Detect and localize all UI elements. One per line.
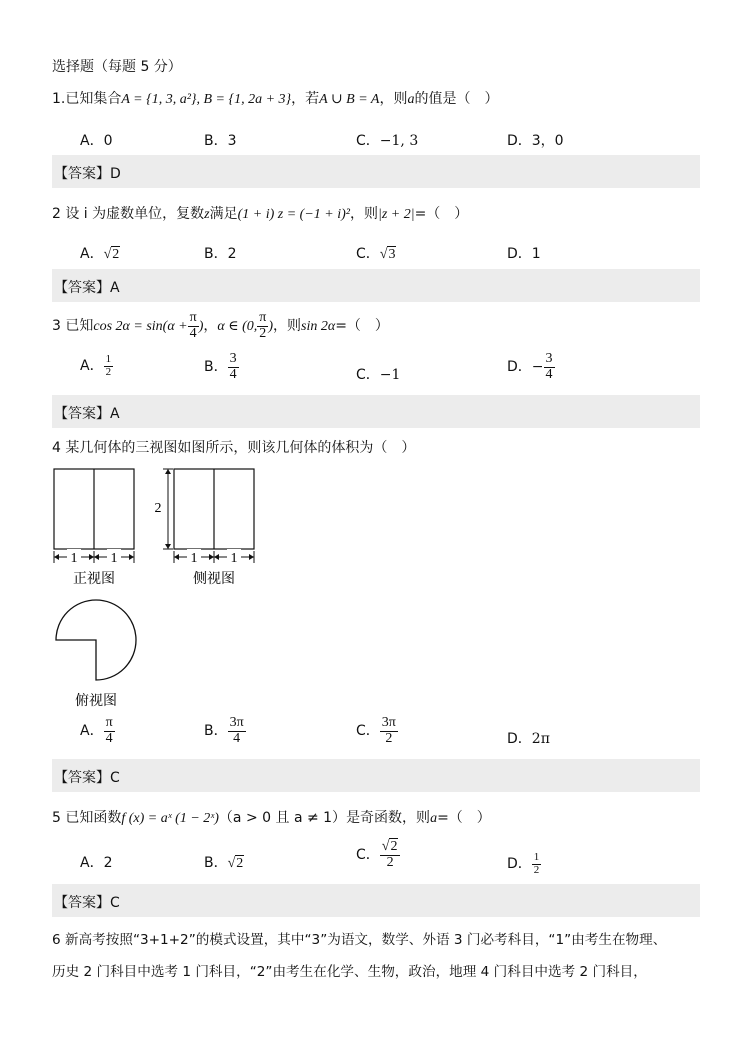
q3-option-a: A． $\frac{1}{2}$ [80, 353, 112, 378]
side-view [155, 469, 255, 587]
q1-option-b: B．3 [204, 133, 237, 149]
front-dim-1-right: 1 [110, 551, 118, 566]
q2-answer-box [52, 269, 700, 302]
q1-set-b: , B = {1, 2a + 3} [196, 92, 292, 107]
q2-answer: 【答案】A [54, 280, 120, 296]
q3-option-c: C．−1 [356, 367, 401, 383]
q1-condition: A ∪ B = A [319, 92, 380, 107]
q2-option-a: A．√2 [80, 246, 120, 262]
q5-function: f (x) = aˣ (1 − 2ˣ) [121, 811, 219, 826]
q1-end: 的值是（ ） [414, 91, 499, 107]
q4-option-c: C． $\frac{3\pi}{2}$ [356, 715, 396, 746]
question-3: 3 已知cos 2α = sin(α + $\frac{\pi}{4}$ )，α ∈ (0, $\frac{\pi}{2}$ )，则sin 2α=（ ） [52, 310, 389, 341]
front-view-label: 正视图 [73, 571, 115, 587]
q3-answer-box [52, 395, 700, 428]
front-dim-1-left: 1 [70, 551, 78, 566]
q1-var: a [407, 92, 415, 107]
q1-answer: 【答案】D [54, 166, 121, 182]
q4-answer: 【答案】C [54, 770, 120, 786]
q2-option-c: C．√3 [356, 246, 396, 262]
side-dim-2: 2 [154, 501, 162, 516]
q5-answer-box [52, 884, 700, 917]
q4-option-a: A． $\frac{\pi}{4}$ [80, 715, 113, 746]
section-title: 选择题（每题 5 分） [52, 59, 182, 75]
q6-line-2: 历史 2 门科目中选考 1 门科目，“2”由考生在化学、生物，政治，地理 4 门科目中选考 2 门科目， [52, 964, 647, 980]
q1-option-d: D．3，0 [507, 133, 564, 149]
q1-option-c: C．−1, 3 [356, 133, 419, 149]
q3-answer: 【答案】A [54, 406, 120, 422]
q5-answer: 【答案】C [54, 895, 120, 911]
q2-option-d: D．1 [507, 246, 541, 262]
question-1 [52, 88, 498, 108]
question-2: 2 设 i 为虚数单位，复数z满足(1 + i) z = (−1 + i)²，则|z + 2|=（ ） [52, 206, 469, 222]
top-view-label: 俯视图 [75, 693, 117, 709]
question-4: 4 某几何体的三视图如图所示，则该几何体的体积为（ ） [52, 440, 416, 456]
side-view-label: 侧视图 [193, 571, 235, 587]
front-view [54, 469, 134, 587]
side-dim-1-left: 1 [190, 551, 198, 566]
q1-set-a: A = {1, 3, a²} [121, 92, 197, 107]
q2-option-b: B．2 [204, 246, 237, 262]
q5-option-a: A．2 [80, 855, 113, 871]
q5-option-d: D． $\frac{1}{2}$ [507, 851, 540, 876]
side-dim-1-right: 1 [230, 551, 238, 566]
question-5: 5 已知函数f (x) = aˣ (1 − 2ˣ)（a > 0 且 a ≠ 1）是奇函数，则a=（ ） [52, 810, 491, 826]
q1-middle: ，若 [291, 91, 320, 107]
q4-answer-box [52, 759, 700, 792]
q6-line-1: 6 新高考按照“3+1+2”的模式设置，其中“3”为语文，数学、外语 3 门必考科目，“1”由考生在物理、 [52, 932, 667, 948]
q5-option-b: B．√2 [204, 855, 244, 871]
q4-option-d: D．2π [507, 731, 550, 747]
q1-prefix: 1.已知集合 [52, 91, 122, 107]
top-view [56, 600, 136, 709]
three-view-figure [40, 462, 280, 712]
q1-option-a: A．0 [80, 133, 113, 149]
q4-option-b: B． $\frac{3\pi}{4}$ [204, 715, 244, 746]
q3-option-d: D．− $\frac{3}{4}$ [507, 351, 553, 382]
q1-answer-box [52, 155, 700, 188]
q1-suffix: ，则 [379, 91, 408, 107]
q5-option-c: C． $\frac{√2}{2}$ [356, 840, 400, 870]
q3-option-b: B． $\frac{3}{4}$ [204, 351, 237, 382]
q2-equation: (1 + i) z = (−1 + i)² [237, 207, 350, 222]
